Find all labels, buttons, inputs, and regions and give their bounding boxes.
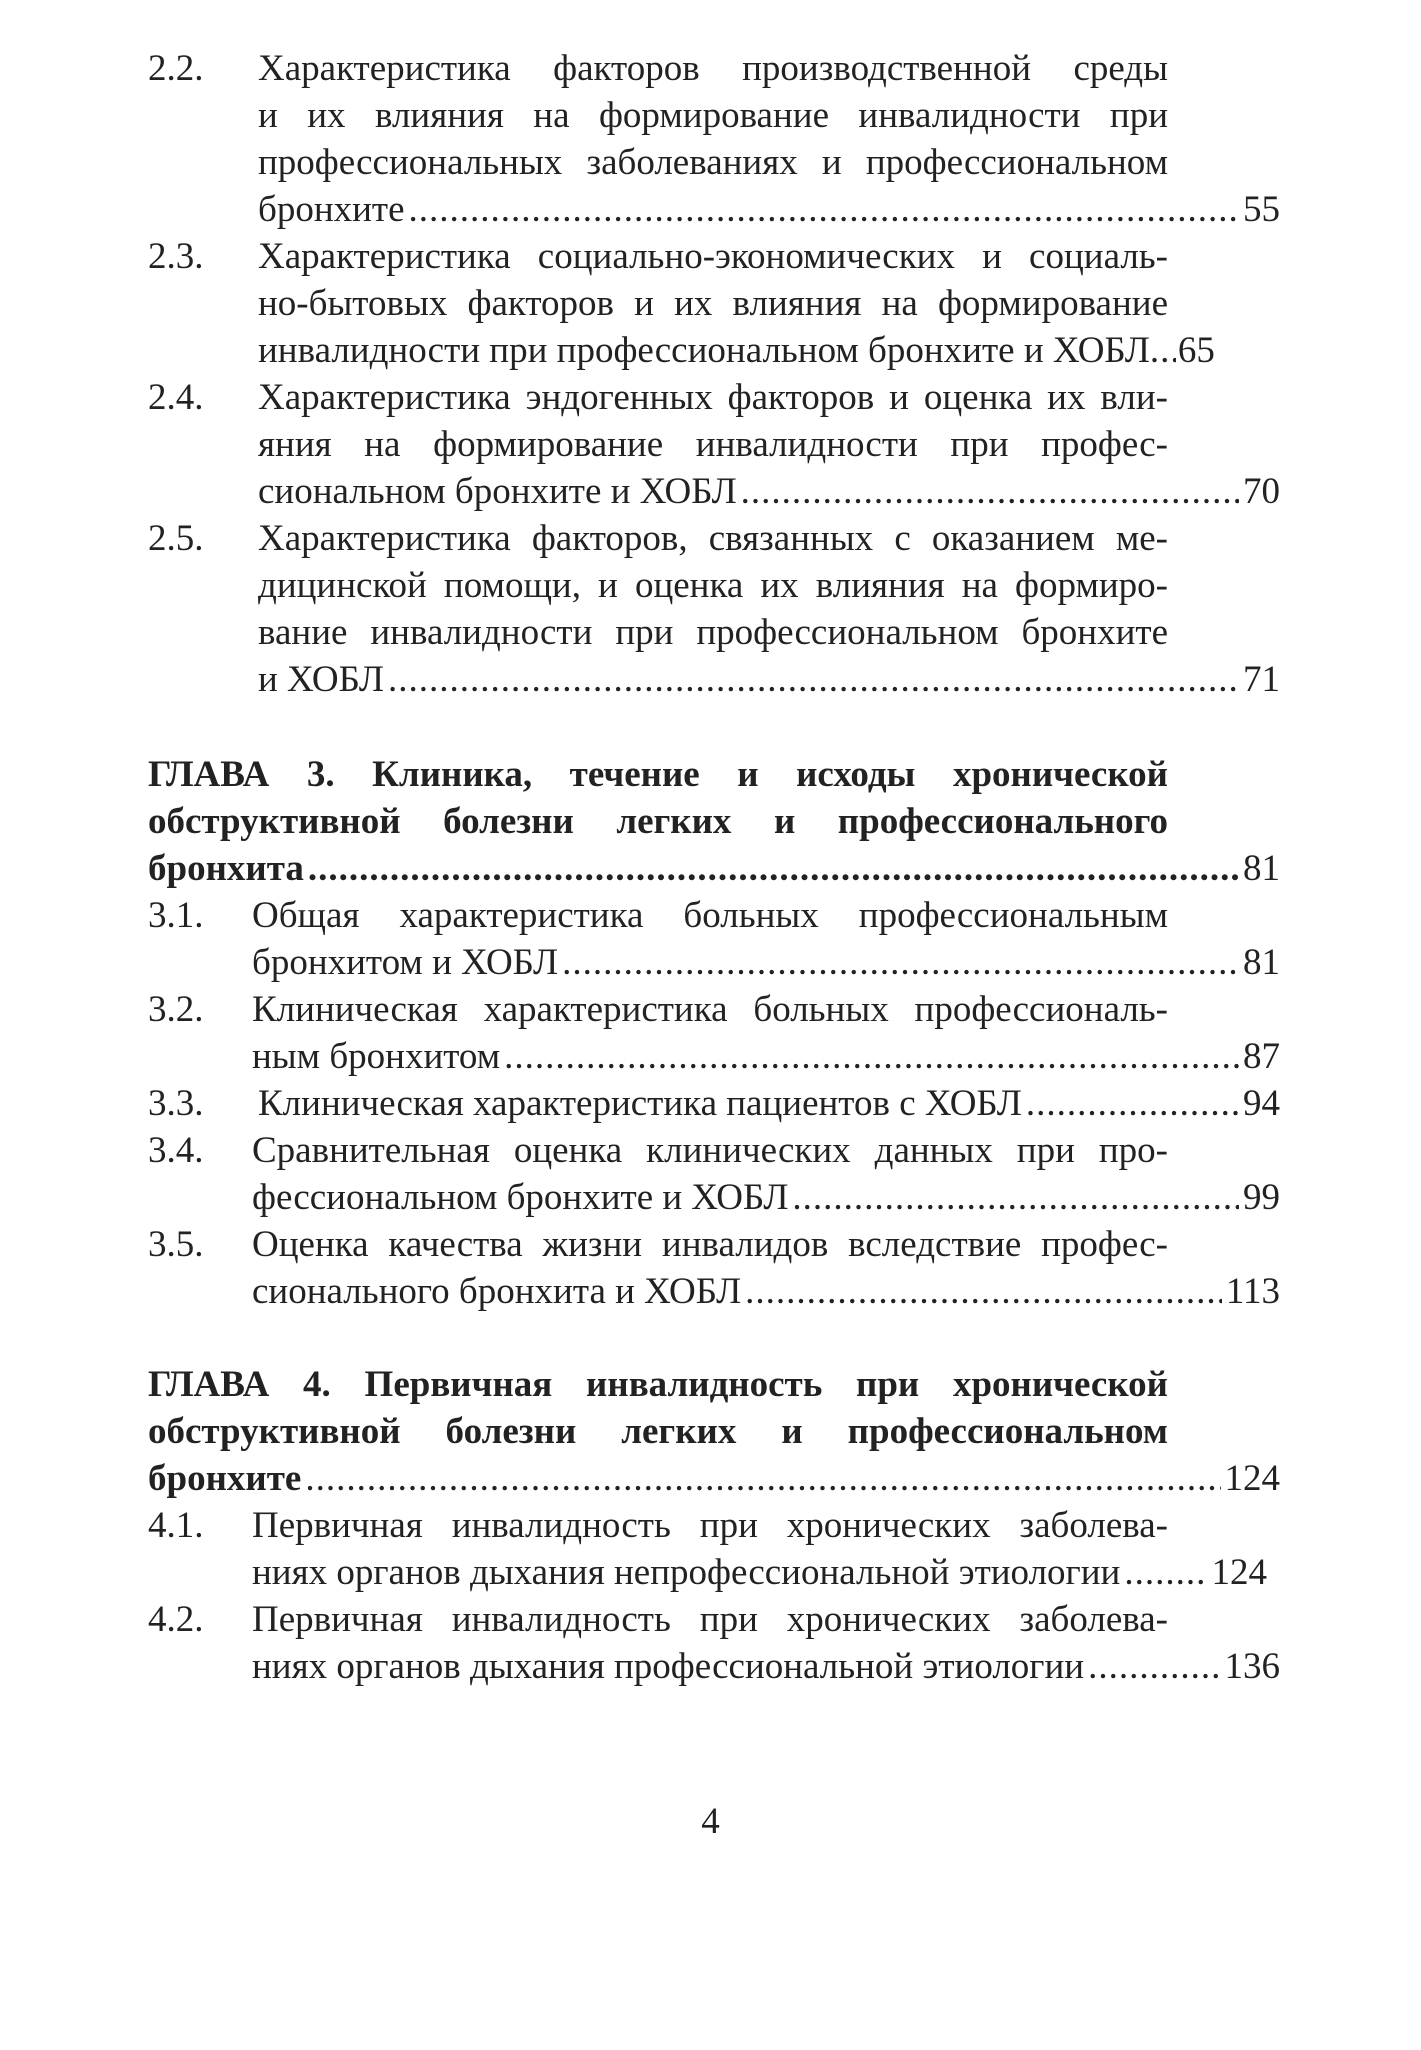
toc-leader-line — [252, 1175, 1280, 1221]
chapter-heading-line: обструктивной болезни легких и профессионального — [148, 801, 1168, 842]
toc-leader-line — [258, 657, 1280, 703]
page-reference: 94 — [1243, 1083, 1280, 1124]
toc-leader-line — [148, 846, 1280, 892]
dot-leader — [792, 1175, 1239, 1221]
section-number: 3.3. — [148, 1083, 204, 1124]
toc-text: бронхитом и ХОБЛ — [252, 942, 559, 983]
section-number: 2.5. — [148, 518, 204, 559]
toc-text-line: дицинской помощи, и оценка их влияния на формиро- — [258, 565, 1168, 606]
page-reference: 124 — [1224, 1458, 1280, 1499]
dot-leader — [409, 187, 1239, 233]
page-reference: 71 — [1243, 659, 1280, 700]
toc-text: ниях органов дыхания профессиональной этиологии — [252, 1646, 1085, 1687]
chapter-heading-line: обструктивной болезни легких и профессиональном — [148, 1411, 1168, 1452]
toc-leader-line — [258, 1081, 1280, 1127]
section-number: 3.1. — [148, 895, 204, 936]
chapter-heading-text: бронхите — [148, 1458, 302, 1499]
toc-text-line: Сравнительная оценка клинических данных при про- — [252, 1130, 1168, 1171]
page-reference: 99 — [1243, 1177, 1280, 1218]
toc-text: и ХОБЛ — [258, 659, 385, 700]
section-number: 4.2. — [148, 1599, 204, 1640]
chapter-heading-text: бронхита — [148, 848, 304, 889]
toc-leader-line — [258, 328, 1280, 374]
toc-text-line: Характеристика факторов, связанных с оказанием ме- — [258, 518, 1168, 559]
section-number: 3.4. — [148, 1130, 204, 1171]
page-reference: 113 — [1225, 1271, 1280, 1312]
toc-text-line: Оценка качества жизни инвалидов вследствие профес- — [252, 1224, 1168, 1265]
toc-text: ным бронхитом — [252, 1036, 501, 1077]
toc-text-line: Характеристика социально-экономических и социаль- — [258, 236, 1168, 277]
toc-text-line: Первичная инвалидность при хронических заболева- — [252, 1505, 1168, 1546]
page-reference: 87 — [1243, 1036, 1280, 1077]
toc-text-line: но-бытовых факторов и их влияния на формирование — [258, 283, 1168, 324]
toc-leader-line — [252, 1644, 1280, 1690]
toc-text: бронхите — [258, 189, 405, 230]
page-reference: 55 — [1243, 189, 1280, 230]
toc-leader-line — [258, 469, 1280, 515]
dot-leader — [305, 1456, 1220, 1502]
toc-text: инвалидности при профессиональном бронхите и ХОБЛ — [258, 330, 1150, 371]
dot-leader — [741, 469, 1239, 515]
toc-text: ниях органов дыхания непрофессиональной этиологии — [252, 1552, 1121, 1593]
dot-leader — [1088, 1644, 1220, 1690]
dot-leader — [1026, 1081, 1239, 1127]
dot-leader — [562, 940, 1239, 986]
dot-leader — [1124, 1550, 1207, 1596]
page-reference: 70 — [1243, 471, 1280, 512]
toc-text-line: яния на формирование инвалидности при профес- — [258, 424, 1168, 465]
dot-leader — [308, 846, 1239, 892]
page-reference: 81 — [1243, 848, 1280, 889]
dot-leader — [504, 1034, 1239, 1080]
toc-leader-line — [148, 1456, 1280, 1502]
section-number: 4.1. — [148, 1505, 204, 1546]
dot-leader — [745, 1269, 1222, 1315]
toc-text: сионального бронхита и ХОБЛ — [252, 1271, 742, 1312]
toc-text-line: Клиническая характеристика больных профессиональ- — [252, 989, 1168, 1030]
toc-text-line: Характеристика факторов производственной среды — [258, 48, 1168, 89]
toc-text-line: и их влияния на формирование инвалидности при — [258, 95, 1168, 136]
section-number: 3.5. — [148, 1224, 204, 1265]
section-number: 2.2. — [148, 48, 204, 89]
page-reference: 124 — [1211, 1552, 1267, 1593]
toc-text-line: Характеристика эндогенных факторов и оценка их вли- — [258, 377, 1168, 418]
dot-leader — [388, 657, 1239, 703]
section-number: 2.4. — [148, 377, 204, 418]
chapter-heading-line: ГЛАВА 4. Первичная инвалидность при хронической — [148, 1364, 1168, 1405]
page-reference: 65 — [1177, 330, 1215, 371]
page-reference: 81 — [1243, 942, 1280, 983]
page-number: 4 — [701, 1801, 720, 1842]
toc-text: сиональном бронхите и ХОБЛ — [258, 471, 737, 512]
toc-leader-line — [252, 1550, 1267, 1596]
section-number: 3.2. — [148, 989, 204, 1030]
toc-text-line: Первичная инвалидность при хронических заболева- — [252, 1599, 1168, 1640]
toc-text: фессиональном бронхите и ХОБЛ — [252, 1177, 789, 1218]
toc-leader-line — [252, 1034, 1280, 1080]
toc-leader-line — [252, 1269, 1280, 1315]
dot-leader — [1150, 328, 1176, 374]
toc-leader-line — [258, 187, 1280, 233]
toc-text-line: профессиональных заболеваниях и профессиональном — [258, 142, 1168, 183]
section-number: 2.3. — [148, 236, 204, 277]
toc-leader-line — [252, 940, 1280, 986]
toc-text-line: Общая характеристика больных профессиональным — [252, 895, 1168, 936]
page-reference: 136 — [1224, 1646, 1280, 1687]
toc-text-line: вание инвалидности при профессиональном бронхите — [258, 612, 1168, 653]
toc-text: Клиническая характеристика пациентов с ХОБЛ — [258, 1083, 1022, 1124]
chapter-heading-line: ГЛАВА 3. Клиника, течение и исходы хронической — [148, 754, 1168, 795]
